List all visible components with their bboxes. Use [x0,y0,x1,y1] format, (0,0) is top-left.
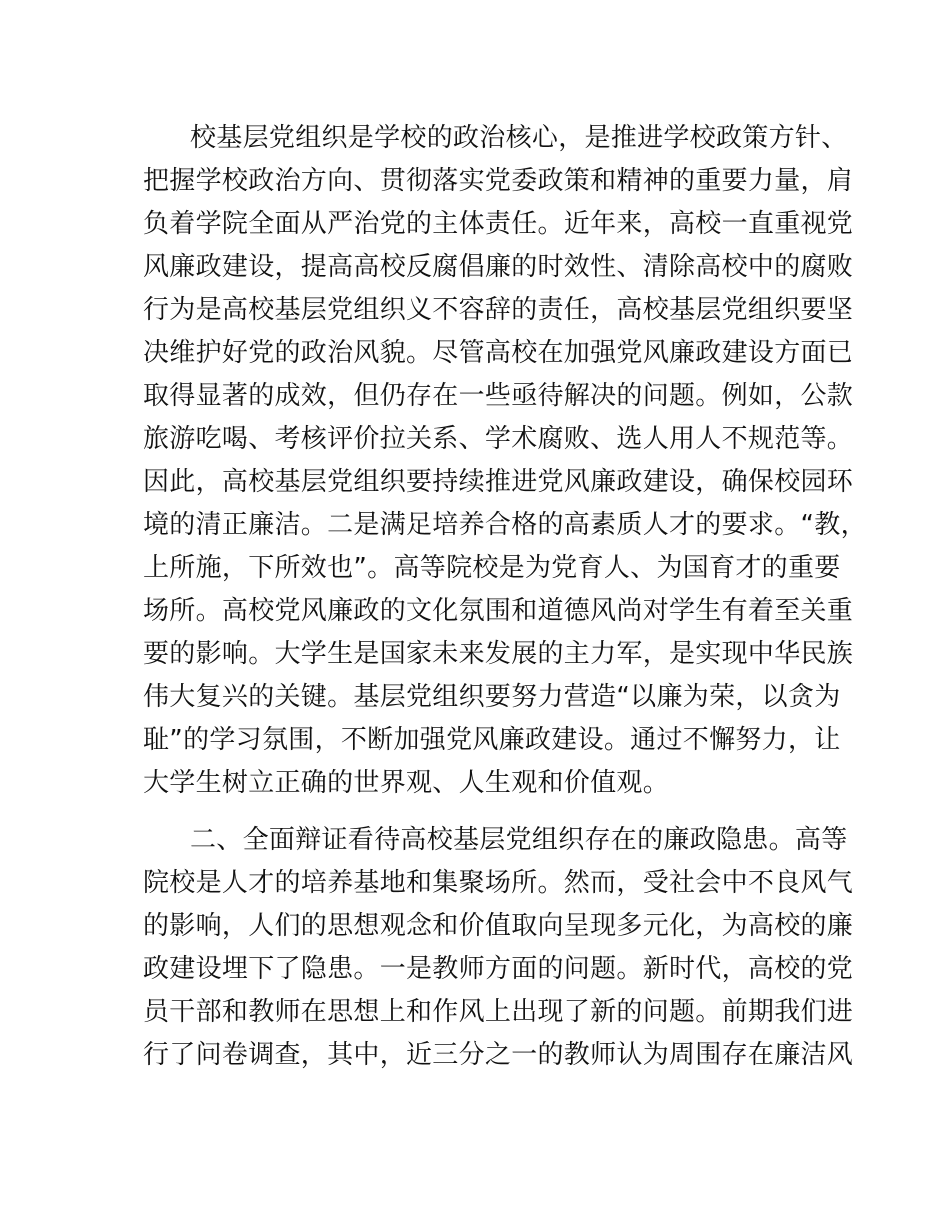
paragraph-1-line-1: 校基层党组织是学校的政治核心，是推进学校政策方针、 [190,123,848,153]
paragraph-1-line-10: 境的清正廉洁。二是满足培养合格的高素质人才的要求。“教， [143,510,867,540]
paragraph-2-line-4: 政建设埋下了隐患。一是教师方面的问题。新时代，高校的党 [143,954,854,984]
paragraph-1-line-4: 风廉政建设，提高高校反腐倡廉的时效性、清除高校中的腐败 [143,252,854,282]
paragraph-1-line-15: 耻”的学习氛围，不断加强党风廉政建设。通过不懈努力，让 [143,725,841,755]
paragraph-1-line-12: 场所。高校党风廉政的文化氛围和道德风尚对学生有着至关重 [143,596,854,626]
paragraph-1-line-6: 决维护好党的政治风貌。尽管高校在加强党风廉政建设方面已 [143,338,854,368]
paragraph-2-line-1: 二、全面辩证看待高校基层党组织存在的廉政隐患。高等 [190,825,848,855]
paragraph-1-line-9: 因此，高校基层党组织要持续推进党风廉政建设，确保校园环 [143,467,854,497]
paragraph-2-line-6: 行了问卷调查，其中，近三分之一的教师认为周围存在廉洁风 [143,1040,854,1070]
paragraph-2-line-5: 员干部和教师在思想上和作风上出现了新的问题。前期我们进 [143,997,854,1027]
paragraph-1-line-13: 要的影响。大学生是国家未来发展的主力军，是实现中华民族 [143,639,854,669]
paragraph-1-line-11: 上所施，下所效也”。高等院校是为党育人、为国育才的重要 [143,553,841,583]
paragraph-1-line-7: 取得显著的成效，但仍存在一些亟待解决的问题。例如，公款 [143,381,854,411]
paragraph-2-line-3: 的影响，人们的思想观念和价值取向呈现多元化，为高校的廉 [143,911,854,941]
paragraph-1-line-3: 负着学院全面从严治党的主体责任。近年来，高校一直重视党 [143,209,854,239]
paragraph-1-line-5: 行为是高校基层党组织义不容辞的责任，高校基层党组织要坚 [143,295,854,325]
paragraph-1-line-8: 旅游吃喝、考核评价拉关系、学术腐败、选人用人不规范等。 [143,424,854,454]
paragraph-1-line-2: 把握学校政治方向、贯彻落实党委政策和精神的重要力量，肩 [143,166,854,196]
paragraph-2-line-2: 院校是人才的培养基地和集聚场所。然而，受社会中不良风气 [143,868,854,898]
paragraph-1-line-14: 伟大复兴的关键。基层党组织要努力营造“以廉为荣，以贪为 [143,682,841,712]
paragraph-1-line-16: 大学生树立正确的世界观、人生观和价值观。 [143,768,670,798]
